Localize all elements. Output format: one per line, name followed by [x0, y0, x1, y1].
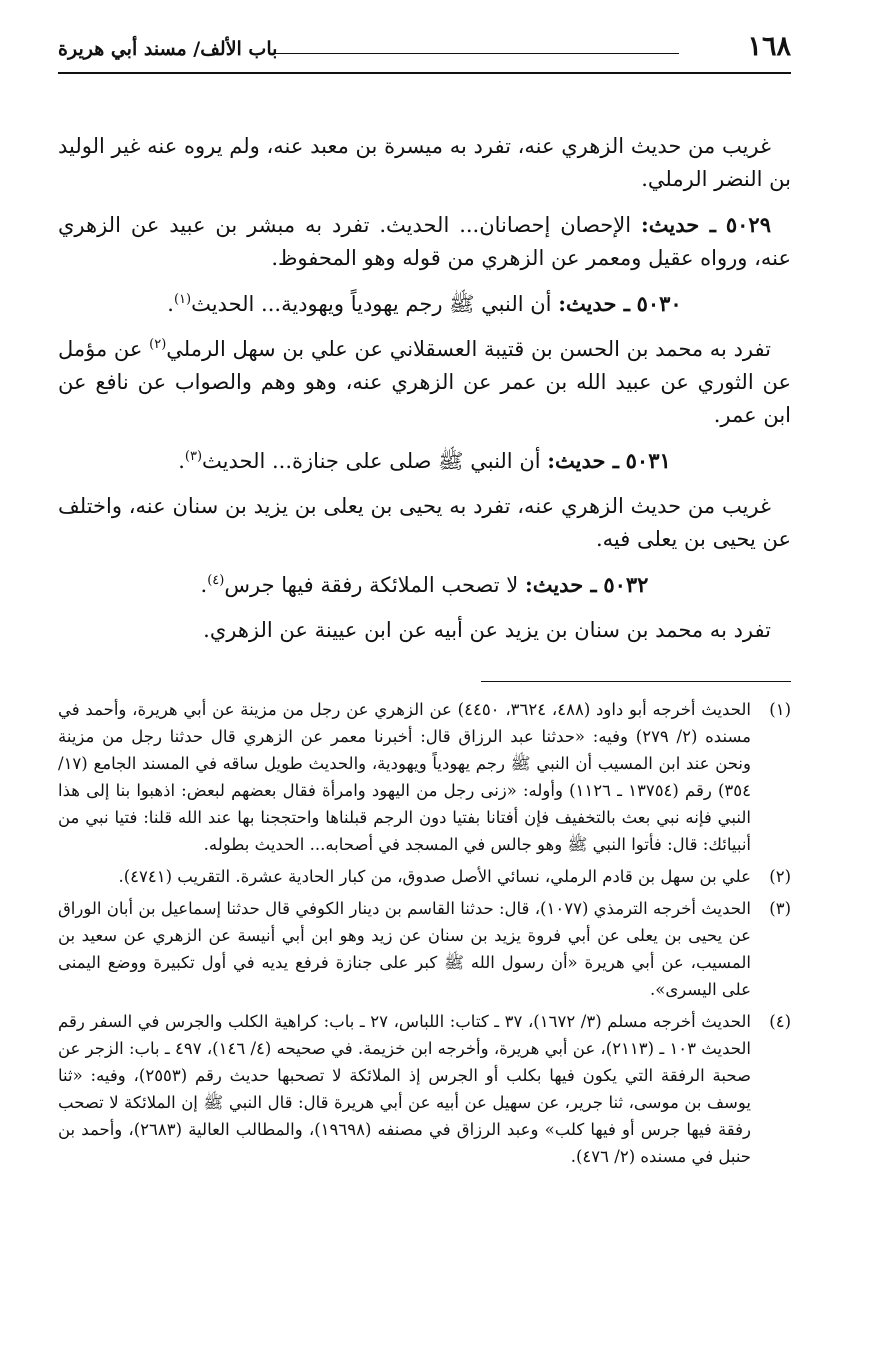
hadith-end: .	[178, 449, 185, 473]
paragraph-text: تفرد به محمد بن الحسن بن قتيبة العسقلاني عن علي بن سهل الرملي	[166, 337, 771, 361]
footnote-separator	[481, 681, 791, 682]
footnote-number: (٤)	[769, 1012, 791, 1031]
footnote-1	[58, 696, 791, 858]
footnote-ref[interactable]: (١)	[173, 292, 192, 307]
hadith-number: ٥٠٣٠	[636, 291, 682, 316]
paragraph-text: غريب من حديث الزهري عنه، تفرد به ميسرة بن معبد عنه، ولم يروه عنه غير الوليد بن النضر الرملي.	[58, 134, 791, 191]
hadith-label: ـ حديث:	[547, 448, 619, 473]
hadith-text: أن النبي ﷺ رجم يهودياً ويهودية... الحديث	[191, 292, 552, 316]
footnote-text: الحديث أخرجه أبو داود (٤٨٨، ٣٦٢٤، ٤٤٥٠) عن الزهري عن رجل من مزينة عن أبي هريرة، وأحمد في مسنده (٢/ ٢٧٩) وفيه: «حدثنا عبد الرزاق قال: أخبرنا معمر عن الزهري قال حدثنا رجل من مزينة ونحن عند ابن المسيب أن النبي ﷺ رجم يهودياً ويهودية، والحديث طويل ساقه في المسند الجامع (١٧/ ٣٥٤) رقم (١٣٧٥٤ ـ ١١٢٦) وأوله: «زنى رجل من اليهود وامرأة فقال بعضهم لبعض: اذهبوا بنا إلى هذا النبي فإنه نبي بعث بالتخفيف فإن أفتانا بفتيا دون الرجم قبلناها واحتججنا بها عند الله قلنا: فتيا نبي من أنبيائك: قال: فأتوا النبي ﷺ وهو جالس في المسجد في أصحابه... الحديث بطوله.	[58, 700, 752, 854]
footnote-number: (٣)	[769, 899, 791, 918]
hadith-5031	[58, 444, 791, 478]
hadith-5030	[58, 287, 791, 321]
hadith-5029	[58, 208, 791, 275]
paragraph-5032	[58, 614, 791, 647]
paragraph-intro	[58, 130, 791, 196]
hadith-number: ٥٠٣١	[625, 448, 671, 473]
hadith-end: .	[167, 292, 174, 316]
paragraph-5030	[58, 333, 791, 432]
footnote-text: علي بن سهل بن قادم الرملي، نسائي الأصل صدوق، من كبار الحادية عشرة. التقريب (٤٧٤١).	[118, 867, 751, 886]
hadith-text: الإحصان إحصانان... الحديث. تفرد به مبشر بن عبيد عن الزهري عنه، ورواه عقيل ومعمر عن الزهري من قوله وهو المحفوظ.	[58, 213, 791, 270]
hadith-label: ـ حديث:	[641, 212, 716, 237]
hadith-5032	[58, 568, 791, 602]
footnote-ref[interactable]: (٣)	[184, 449, 203, 464]
hadith-end: .	[200, 573, 208, 597]
footnote-number: (١)	[769, 700, 791, 719]
page-number: ١٦٨	[747, 31, 791, 62]
footnote-3	[58, 895, 791, 1003]
footnote-ref[interactable]: (٤)	[207, 573, 225, 588]
book-page	[58, 30, 791, 1175]
footnote-4	[58, 1008, 791, 1170]
hadith-text: لا تصحب الملائكة رفقة فيها جرس	[224, 573, 519, 597]
paragraph-text-rest: عن مؤمل عن الثوري عن عبيد الله بن عمر عن الزهري عنه، وهو وهم والصواب عن نافع عن ابن عمر.	[58, 337, 791, 427]
header-rule	[270, 53, 679, 54]
footnotes	[58, 696, 791, 1170]
hadith-label: ـ حديث:	[558, 291, 630, 316]
hadith-text: أن النبي ﷺ صلى على جنازة... الحديث	[202, 449, 541, 473]
page-header	[58, 30, 791, 74]
hadith-number: ٥٠٢٩	[725, 212, 771, 237]
hadith-number: ٥٠٣٢	[603, 572, 649, 597]
footnote-ref[interactable]: (٢)	[149, 337, 167, 352]
footnote-text: الحديث أخرجه الترمذي (١٠٧٧)، قال: حدثنا القاسم بن دينار الكوفي قال حدثنا إسماعيل بن أبان الوراق عن يحيى بن يعلى عن أبي فروة يزيد بن سنان عن زيد وهو ابن أبي أنيسة عن الزهري عن سعيد بن المسيب، عن أبي هريرة «أن رسول الله ﷺ كبر على جنازة فرفع يديه في أول تكبيرة ووضع اليمنى على اليسرى».	[58, 899, 751, 999]
paragraph-5031	[58, 490, 791, 556]
main-text	[58, 130, 791, 647]
paragraph-text: تفرد به محمد بن سنان بن يزيد عن أبيه عن ابن عيينة عن الزهري.	[203, 618, 771, 642]
paragraph-text: غريب من حديث الزهري عنه، تفرد به يحيى بن يعلى بن يزيد بن سنان عنه، واختلف عن يحيى بن يعلى فيه.	[58, 494, 791, 551]
footnote-2	[58, 863, 791, 890]
running-head: باب الألف/ مسند أبي هريرة	[58, 38, 278, 60]
hadith-label: ـ حديث:	[524, 572, 597, 597]
footnote-text: الحديث أخرجه مسلم (٣/ ١٦٧٢)، ٣٧ ـ كتاب: اللباس، ٢٧ ـ باب: كراهية الكلب والجرس في السفر رقم الحديث ١٠٣ ـ (٢١١٣)، عن أبي هريرة، وأخرجه ابن خزيمة. في صحيحه (٤/ ١٤٦)، ٤٩٧ ـ باب: الزجر عن صحبة الرفقة التي يكون فيها بكلب أو الجرس إذ الملائكة لا تصحبها حديث رقم (٢٥٥٣)، وفيه: «ثنا يوسف بن موسى، ثنا جرير، عن سهيل عن أبيه عن أبي هريرة قال: قال النبي ﷺ إن الملائكة لا تصحب رفقة فيها جرس أو فيها كلب» وعبد الرزاق في مصنفه (١٩٦٩٨)، والمطالب العالية (٢٦٨٣)، وأحمد بن حنبل في مسنده (٢/ ٤٧٦).	[58, 1012, 752, 1166]
footnote-number: (٢)	[769, 867, 791, 886]
